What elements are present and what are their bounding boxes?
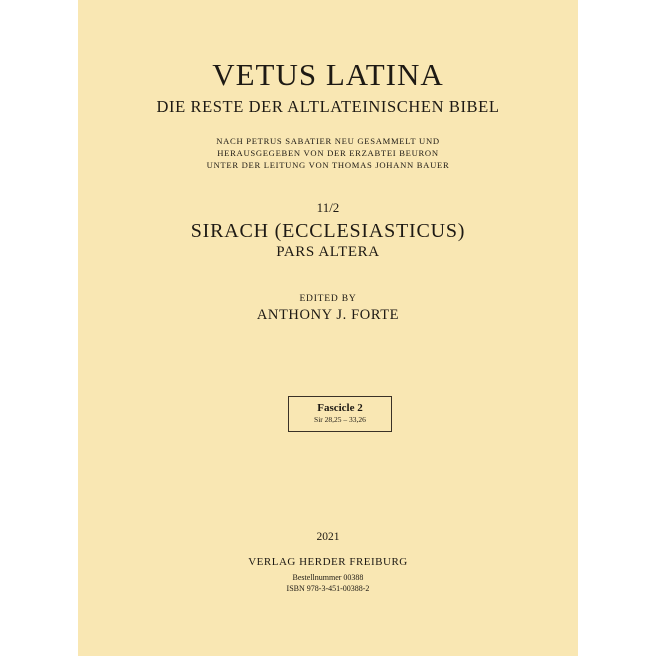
fascicle-box bbox=[288, 396, 392, 432]
editor-name: ANTHONY J. FORTE bbox=[256, 307, 400, 323]
book-cover bbox=[78, 0, 578, 656]
series-credit-line: NACH PETRUS SABATIER NEU GESAMMELT UND bbox=[216, 136, 440, 146]
volume-subtitle: PARS ALTERA bbox=[276, 244, 380, 260]
order-number: Bestellnummer 00388 bbox=[292, 573, 364, 582]
series-subtitle: DIE RESTE DER ALTLATEINISCHEN BIBEL bbox=[156, 97, 500, 116]
series-credit-line: UNTER DER LEITUNG VON THOMAS JOHANN BAUER bbox=[206, 160, 450, 170]
volume-title: SIRACH (ECCLESIASTICUS) bbox=[190, 220, 466, 242]
publisher-name: VERLAG HERDER FREIBURG bbox=[248, 556, 408, 568]
edited-by-label: EDITED BY bbox=[299, 294, 357, 304]
isbn: ISBN 978-3-451-00388-2 bbox=[286, 584, 370, 593]
series-credit-line: HERAUSGEGEBEN VON DER ERZABTEI BEURON bbox=[217, 148, 439, 158]
publication-year: 2021 bbox=[316, 531, 340, 543]
fascicle-label: Fascicle 2 bbox=[317, 402, 363, 414]
fascicle-range: Sir 28,25 – 33,26 bbox=[314, 415, 366, 424]
series-title: VETUS LATINA bbox=[212, 57, 444, 92]
volume-number: 11/2 bbox=[316, 200, 340, 215]
